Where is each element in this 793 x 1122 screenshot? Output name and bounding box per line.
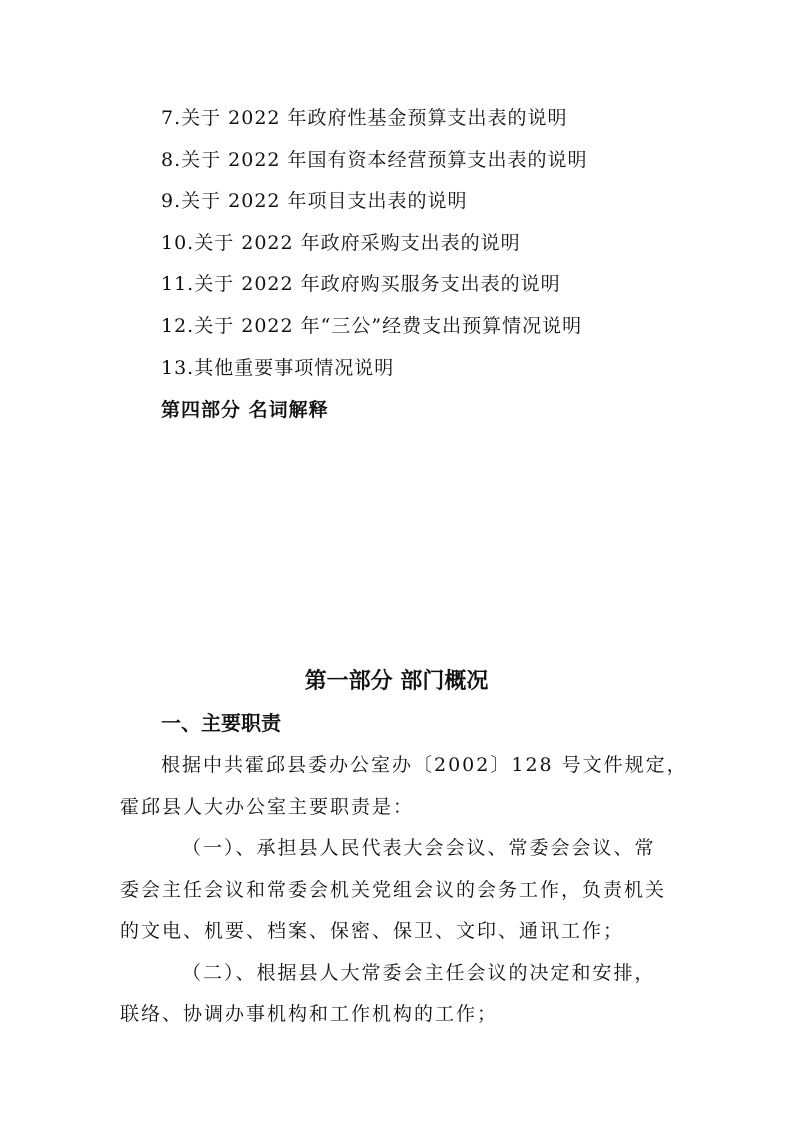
toc-item-12: 12.关于 2022 年“三公”经费支出预算情况说明	[161, 315, 583, 337]
toc-item-11: 11.关于 2022 年政府购买服务支出表的说明	[161, 273, 561, 295]
toc-item-7: 7.关于 2022 年政府性基金预算支出表的说明	[161, 107, 568, 129]
item2-line-2: 联络、协调办事机构和工作机构的工作；	[120, 1003, 499, 1025]
toc-item-9: 9.关于 2022 年项目支出表的说明	[161, 190, 468, 212]
item1-line-3: 的文电、机要、档案、保密、保卫、文印、通讯工作；	[120, 920, 625, 942]
section1-heading: 一、主要职责	[161, 711, 281, 735]
toc-part4-heading: 第四部分 名词解释	[161, 399, 329, 421]
toc-item-8: 8.关于 2022 年国有资本经营预算支出表的说明	[161, 149, 588, 171]
toc-item-13: 13.其他重要事项情况说明	[161, 357, 395, 379]
intro-line-2: 霍邱县人大办公室主要职责是：	[120, 796, 415, 818]
part1-title: 第一部分 部门概况	[304, 669, 489, 694]
toc-item-10: 10.关于 2022 年政府采购支出表的说明	[161, 232, 521, 254]
item1-line-2: 委会主任会议和常委会机关党组会议的会务工作，负责机关	[120, 879, 667, 901]
intro-line-1: 根据中共霍邱县委办公室办〔2002〕128 号文件规定，	[161, 754, 688, 776]
item2-line-1: （二）、根据县人大常委会主任会议的决定和安排，	[182, 962, 656, 984]
item1-line-1: （一）、承担县人民代表大会会议、常委会会议、常	[182, 837, 656, 859]
